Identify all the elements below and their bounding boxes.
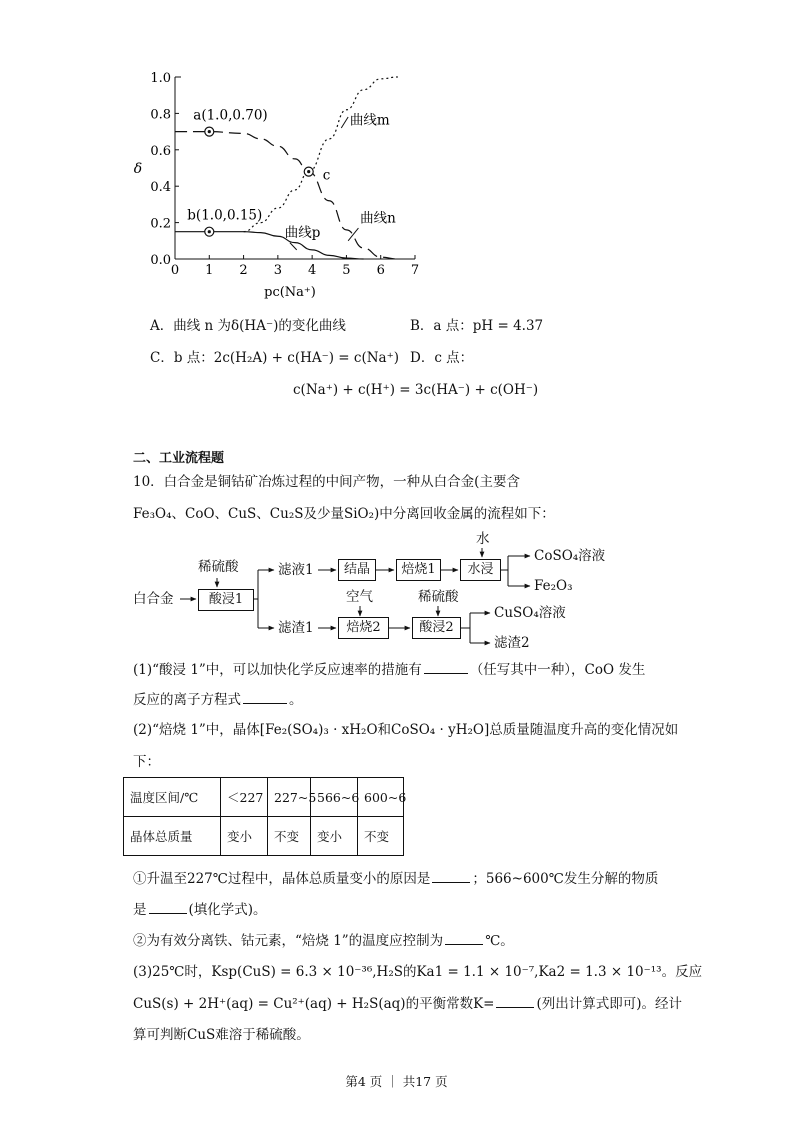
q1-blank-1[interactable] <box>424 661 468 674</box>
table-row <box>124 817 404 856</box>
leader-m <box>341 117 348 128</box>
section-title: 二、工业流程题 <box>133 451 225 466</box>
mass-table <box>123 777 407 856</box>
option-c: C．b 点：2c(H₂A) + c(HA⁻) = c(Na⁺) <box>150 350 399 366</box>
flow-water: 水 <box>476 531 490 547</box>
q10-line2: Fe₃O₄、CoO、CuS、Cu₂S及少量SiO₂)中分离回收金属的流程如下： <box>133 506 555 522</box>
table-cell: 变小 <box>221 817 268 856</box>
x-tick-label: 4 <box>308 263 317 278</box>
sub1-blank-2[interactable] <box>149 901 187 914</box>
series-line-0 <box>244 77 398 232</box>
flow-air: 空气 <box>346 589 373 605</box>
table-cell: 不变 <box>358 817 404 856</box>
q3-text-b: CuS(s) + 2H⁺(aq) = Cu²⁺(aq) + H₂S(aq)的平衡常数K= <box>133 996 495 1012</box>
y-tick-label: 0.4 <box>150 180 171 196</box>
flow-acid1-reagent: 稀硫酸 <box>198 559 239 575</box>
sub1-blank-1[interactable] <box>432 870 470 883</box>
flow-start: 白合金 <box>133 591 174 607</box>
q2-line2: 下： <box>133 754 160 770</box>
flow-out-fe2o3: Fe₂O₃ <box>534 578 573 594</box>
sub2-line <box>133 932 514 950</box>
table-row <box>124 778 404 817</box>
y-tick-label: 0.0 <box>150 253 171 268</box>
x-tick-label: 0 <box>170 263 180 278</box>
sub1-line1 <box>133 870 658 888</box>
distribution-chart <box>110 60 440 305</box>
x-tick-label: 1 <box>205 263 214 278</box>
q1-line2 <box>133 691 303 709</box>
flow-residue1: 滤渣1 <box>278 620 314 636</box>
sub1-text-b: ；566~600℃发生分解的物质 <box>472 871 659 887</box>
flow-out-coso4: CoSO₄溶液 <box>534 548 606 564</box>
table-cell: 晶体总质量 <box>124 817 221 856</box>
table-cell: 不变 <box>268 817 311 856</box>
leader-p <box>290 243 297 250</box>
q1-text-d: 。 <box>289 692 303 708</box>
table-cell: 566~6 <box>311 778 358 817</box>
curve-n-label: 曲线n <box>360 210 396 227</box>
q1-blank-2[interactable] <box>243 691 287 704</box>
x-tick-label: 6 <box>376 263 385 278</box>
table-cell: 温度区间/℃ <box>124 778 221 817</box>
q1-line1 <box>133 661 645 679</box>
y-tick-label: 1.0 <box>150 71 171 86</box>
flow-out-cuso4: CuSO₄溶液 <box>494 605 566 621</box>
flow-water-leach-box: 水浸 <box>460 559 501 581</box>
table-cell: 227~5 <box>268 778 311 817</box>
q3-line1: (3)25℃时，Ksp(CuS) = 6.3 × 10⁻³⁶,H₂S的Ka1 = 1.1 × 10⁻⁷,Ka2 = 1.3 × 10⁻¹³。反应 <box>133 964 703 980</box>
q2-line1: (2)“焙烧 1”中，晶体[Fe₂(SO₄)₃ · xH₂O和CoSO₄ · yH₂O]总质量随温度升高的变化情况如 <box>133 722 679 738</box>
y-axis-label: δ <box>133 161 143 177</box>
q3-line2 <box>133 995 682 1013</box>
sub1-line2 <box>133 901 267 919</box>
point-b-label: b(1.0,0.15) <box>187 207 263 224</box>
option-d: D．c 点： <box>410 350 474 366</box>
flow-roast2-box: 焙烧2 <box>338 617 389 639</box>
flow-filtrate1: 滤液1 <box>278 562 314 578</box>
marker-point-dot-1 <box>208 230 211 233</box>
option-d-equation: c(Na⁺) + c(H⁺) = 3c(HA⁻) + c(OH⁻) <box>293 382 539 398</box>
table-cell: 600~6 <box>358 778 404 817</box>
x-tick-label: 7 <box>410 263 420 278</box>
point-a-label: a(1.0,0.70) <box>193 107 268 124</box>
y-tick-label: 0.6 <box>150 143 171 159</box>
q1-text-c: 反应的离子方程式 <box>133 692 241 708</box>
x-tick-label: 2 <box>239 263 248 278</box>
sub1-text-c: 是 <box>133 902 147 918</box>
sub2-text-a: ②为有效分离铁、钴元素，“焙烧 1”的温度应控制为 <box>133 933 444 949</box>
curve-m-label: 曲线m <box>349 112 390 129</box>
y-tick-label: 0.8 <box>150 107 171 123</box>
q3-line3: 算可判断CuS难溶于稀硫酸。 <box>133 1027 310 1043</box>
x-axis-label: pc(Na⁺) <box>264 285 316 300</box>
series-line-2 <box>175 232 364 259</box>
flow-roast1-box: 焙烧1 <box>396 559 441 581</box>
flow-acid2-reagent: 稀硫酸 <box>418 589 459 605</box>
sub2-text-b: ℃。 <box>485 933 514 949</box>
sub2-blank[interactable] <box>445 932 483 945</box>
curve-p-label: 曲线p <box>284 225 321 242</box>
q1-text-a: (1)“酸浸 1”中，可以加快化学反应速率的措施有 <box>133 662 422 678</box>
q3-blank[interactable] <box>496 995 534 1008</box>
flow-acid2-box: 酸浸2 <box>412 617 461 639</box>
flow-residue2: 滤渣2 <box>494 635 530 651</box>
q3-text-c: (列出计算式即可)。经计 <box>536 996 683 1012</box>
flow-crystal-box: 结晶 <box>338 559 376 581</box>
page-footer: 第4 页 ｜ 共17 页 <box>345 1074 448 1089</box>
option-a: A．曲线 n 为δ(HA⁻)的变化曲线 <box>150 318 346 334</box>
table-cell: 变小 <box>311 817 358 856</box>
q10-line1: 10．白合金是铜钴矿冶炼过程的中间产物，一种从白合金(主要含 <box>133 474 520 490</box>
sub1-text-a: ①升温至227℃过程中，晶体总质量变小的原因是 <box>133 871 431 887</box>
leader-n <box>348 228 358 241</box>
x-tick-label: 3 <box>273 263 282 278</box>
table-cell: ＜227 <box>221 778 268 817</box>
point-c-label: c <box>322 167 331 184</box>
marker-point-dot-2 <box>307 170 310 173</box>
flow-acid1-box: 酸浸1 <box>198 589 254 611</box>
y-tick-label: 0.2 <box>150 216 171 232</box>
option-b: B．a 点：pH = 4.37 <box>410 318 544 334</box>
x-tick-label: 5 <box>342 263 351 278</box>
sub1-text-d: (填化学式)。 <box>188 902 267 918</box>
marker-point-dot-0 <box>208 130 211 133</box>
q1-text-b: （任写其中一种），CoO 发生 <box>469 662 646 678</box>
